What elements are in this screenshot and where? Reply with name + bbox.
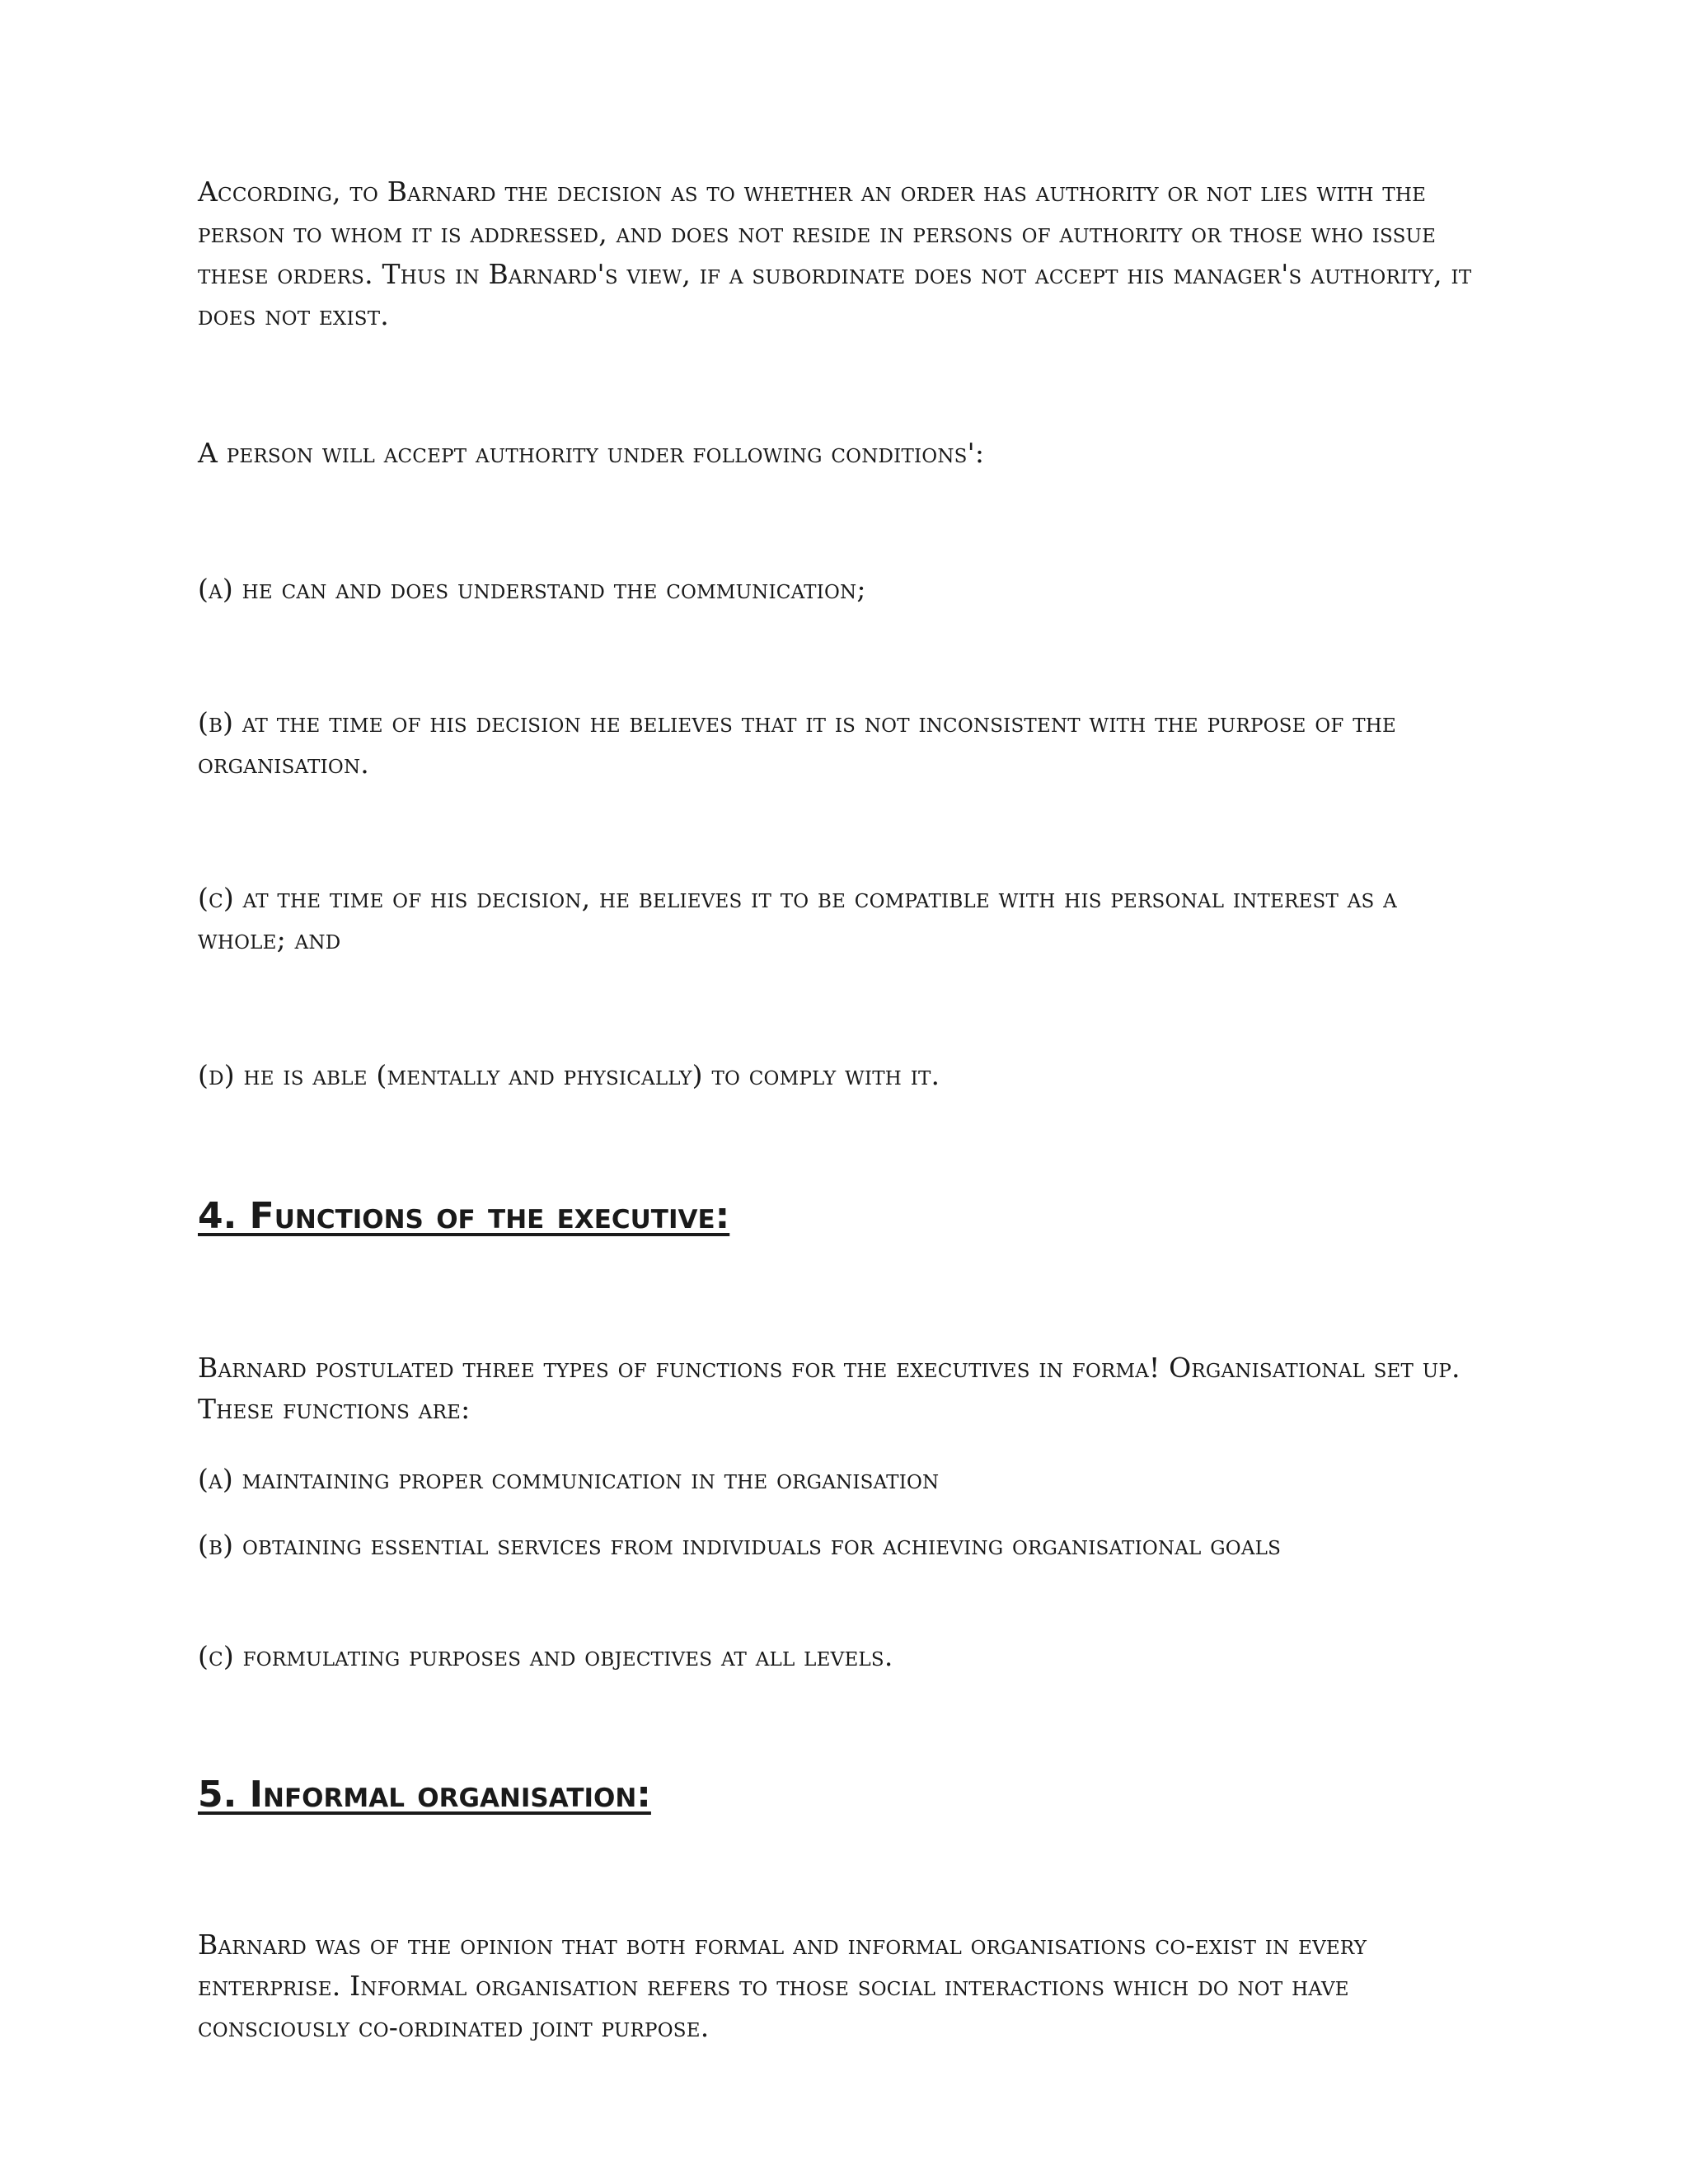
- paragraph-barnard-authority: According, to Barnard the decision as to whether an order has authority or not lies with the person to whom it is addressed, and does not reside in persons of authority or those who issue these orders. Thus in Barnard's view, if a subordinate does not accept his manager's authority, it does not exist.: [198, 176, 1472, 331]
- paragraph-functions-intro: Barnard postulated three types of functions for the executives in forma! Organisational set up. These functions are:: [198, 1352, 1461, 1425]
- condition-a: (a) he can and does understand the communication;: [198, 573, 866, 605]
- function-a: (a) maintaining proper communication in the organisation: [198, 1463, 940, 1495]
- paragraph-informal-organisation: Barnard was of the opinion that both formal and informal organisations co-exist in every enterprise. Informal organisation refers to those social interactions which do not have consciously co-ordinated joint purpose.: [198, 1929, 1367, 2043]
- section-heading-informal: 5. Informal organisation:: [198, 1774, 651, 1816]
- function-c: (c) formulating purposes and objectives at all levels.: [198, 1640, 893, 1672]
- section-heading-functions: 4. Functions of the executive:: [198, 1195, 730, 1237]
- function-b: (b) obtaining essential services from individuals for achieving organisational goals: [198, 1529, 1282, 1561]
- paragraph-conditions-intro: A person will accept authority under following conditions':: [198, 437, 985, 469]
- condition-c: (c) at the time of his decision, he believes it to be compatible with his personal interest as a whole; and: [198, 882, 1397, 955]
- condition-b: (b) at the time of his decision he believes that it is not inconsistent with the purpose of the organisation.: [198, 706, 1397, 780]
- condition-d: (d) he is able (mentally and physically) to comply with it.: [198, 1059, 940, 1091]
